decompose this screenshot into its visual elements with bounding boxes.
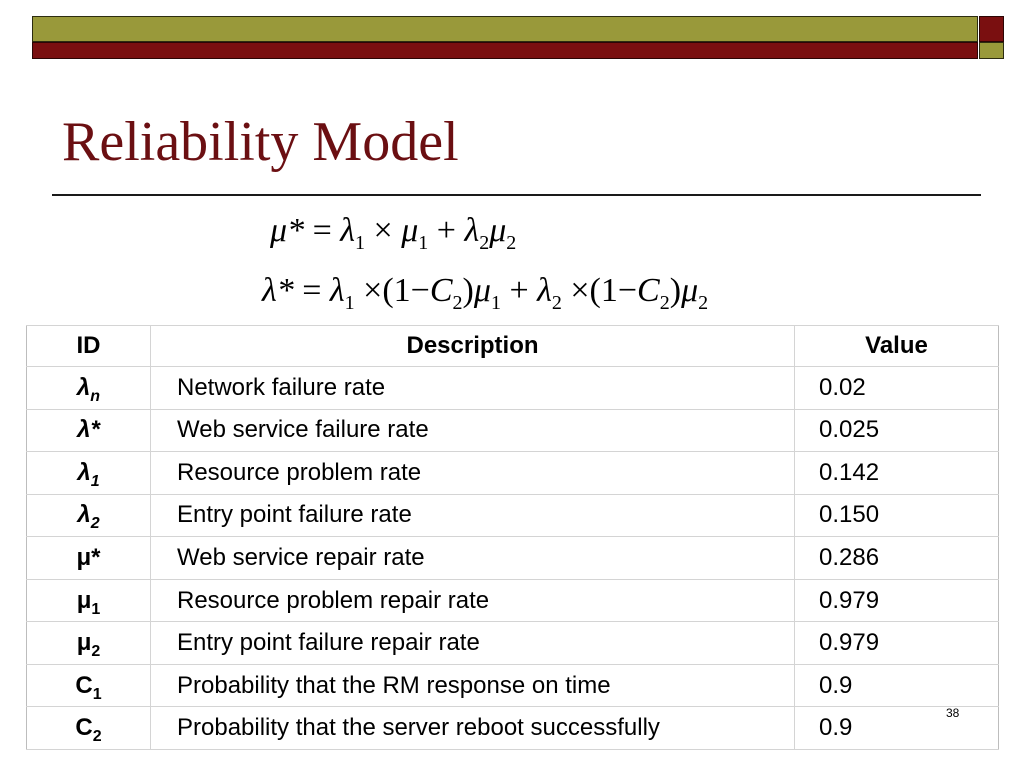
parameter-table [26,325,999,750]
page-number: 38 [946,706,960,720]
row-id-symbol: C [75,671,93,699]
row-description: Web service repair rate [151,537,795,580]
row-id-subscript: 2 [92,728,102,746]
formula-lambda-star [262,272,709,314]
row-id-symbol: λ [77,458,91,486]
formula-term: × [373,212,393,249]
row-id [27,409,151,452]
row-id [27,452,151,495]
row-id-symbol: λ [77,501,91,529]
formula-subscript: 1 [418,232,429,254]
table-row [27,367,999,410]
formula-term: λ [537,272,552,309]
row-value: 0.9 [795,707,999,750]
formula-subscript: 1 [490,292,501,314]
formula-term: + [509,272,529,309]
formula-subscript: 1 [344,292,355,314]
row-id-subscript: 1 [90,472,100,490]
header-bar-olive [32,16,978,42]
formula-term: λ* [262,272,294,309]
row-id-subscript: 2 [90,515,100,533]
row-id-subscript: n [90,387,101,405]
title-divider [52,194,981,196]
row-value: 0.150 [795,494,999,537]
formula-term: ) [669,272,682,309]
row-description: Entry point failure repair rate [151,622,795,665]
row-description: Resource problem repair rate [151,579,795,622]
row-id-subscript: 2 [91,643,101,661]
column-header-description: Description [151,326,795,367]
row-id [27,579,151,622]
row-description: Web service failure rate [151,409,795,452]
formula-subscript: 2 [452,292,463,314]
header-square-maroon [979,16,1004,42]
header-square-olive [979,42,1004,59]
row-value: 0.9 [795,664,999,707]
row-id [27,537,151,580]
formula-term: + [436,212,456,249]
row-value: 0.979 [795,622,999,665]
row-id-symbol: μ* [76,543,101,571]
formula-term: (1− [589,272,638,309]
row-value: 0.142 [795,452,999,495]
formula-term: × [570,272,590,309]
row-id [27,367,151,410]
formula-term: λ [329,272,345,309]
table-row [27,537,999,580]
row-id-subscript: 1 [91,600,101,618]
header-bar-maroon [32,42,978,59]
formula-subscript: 2 [698,292,709,314]
row-id-symbol: μ [76,629,92,657]
row-description: Probability that the RM response on time [151,664,795,707]
formula-term: = [302,272,322,309]
row-id [27,664,151,707]
column-header-value: Value [795,326,999,367]
row-id [27,494,151,537]
row-value: 0.02 [795,367,999,410]
row-id-symbol: C [75,714,93,742]
table-row [27,622,999,665]
row-value: 0.286 [795,537,999,580]
row-id-symbol: μ [76,586,92,614]
formula-term: × [363,272,383,309]
formula-term: λ [464,212,480,249]
table-row [27,707,999,750]
row-id [27,707,151,750]
table-header-row [27,326,999,367]
row-value: 0.025 [795,409,999,452]
formula-term: μ* [270,212,305,249]
formula-term: ) [462,272,474,309]
row-description: Probability that the server reboot successfully [151,707,795,750]
formula-term: C [429,272,453,309]
formula-term: (1− [382,272,430,309]
table-row [27,579,999,622]
row-id-symbol: λ* [77,416,100,444]
row-value: 0.979 [795,579,999,622]
row-id [27,622,151,665]
formula-term: = [312,212,332,249]
formula-term: μ [489,212,507,249]
formula-subscript: 2 [506,232,517,254]
formula-term: μ [401,212,419,249]
row-description: Entry point failure rate [151,494,795,537]
formula-term: μ [473,272,491,309]
formula-mu-star [270,212,517,254]
formula-term: λ [340,212,355,249]
table-row [27,409,999,452]
table-row [27,664,999,707]
row-id-symbol: λ [76,373,91,401]
row-id-subscript: 1 [92,685,102,703]
formula-subscript: 2 [551,292,562,314]
table-body [27,367,999,750]
formula-subscript: 1 [355,232,365,254]
formula-term: μ [681,272,699,309]
row-description: Network failure rate [151,367,795,410]
slide-title: Reliability Model [62,111,459,173]
formula-subscript: 2 [479,232,490,254]
formula-term: C [637,272,660,309]
formula-subscript: 2 [659,292,670,314]
column-header-id: ID [27,326,151,367]
row-description: Resource problem rate [151,452,795,495]
table-row [27,452,999,495]
table-row [27,494,999,537]
